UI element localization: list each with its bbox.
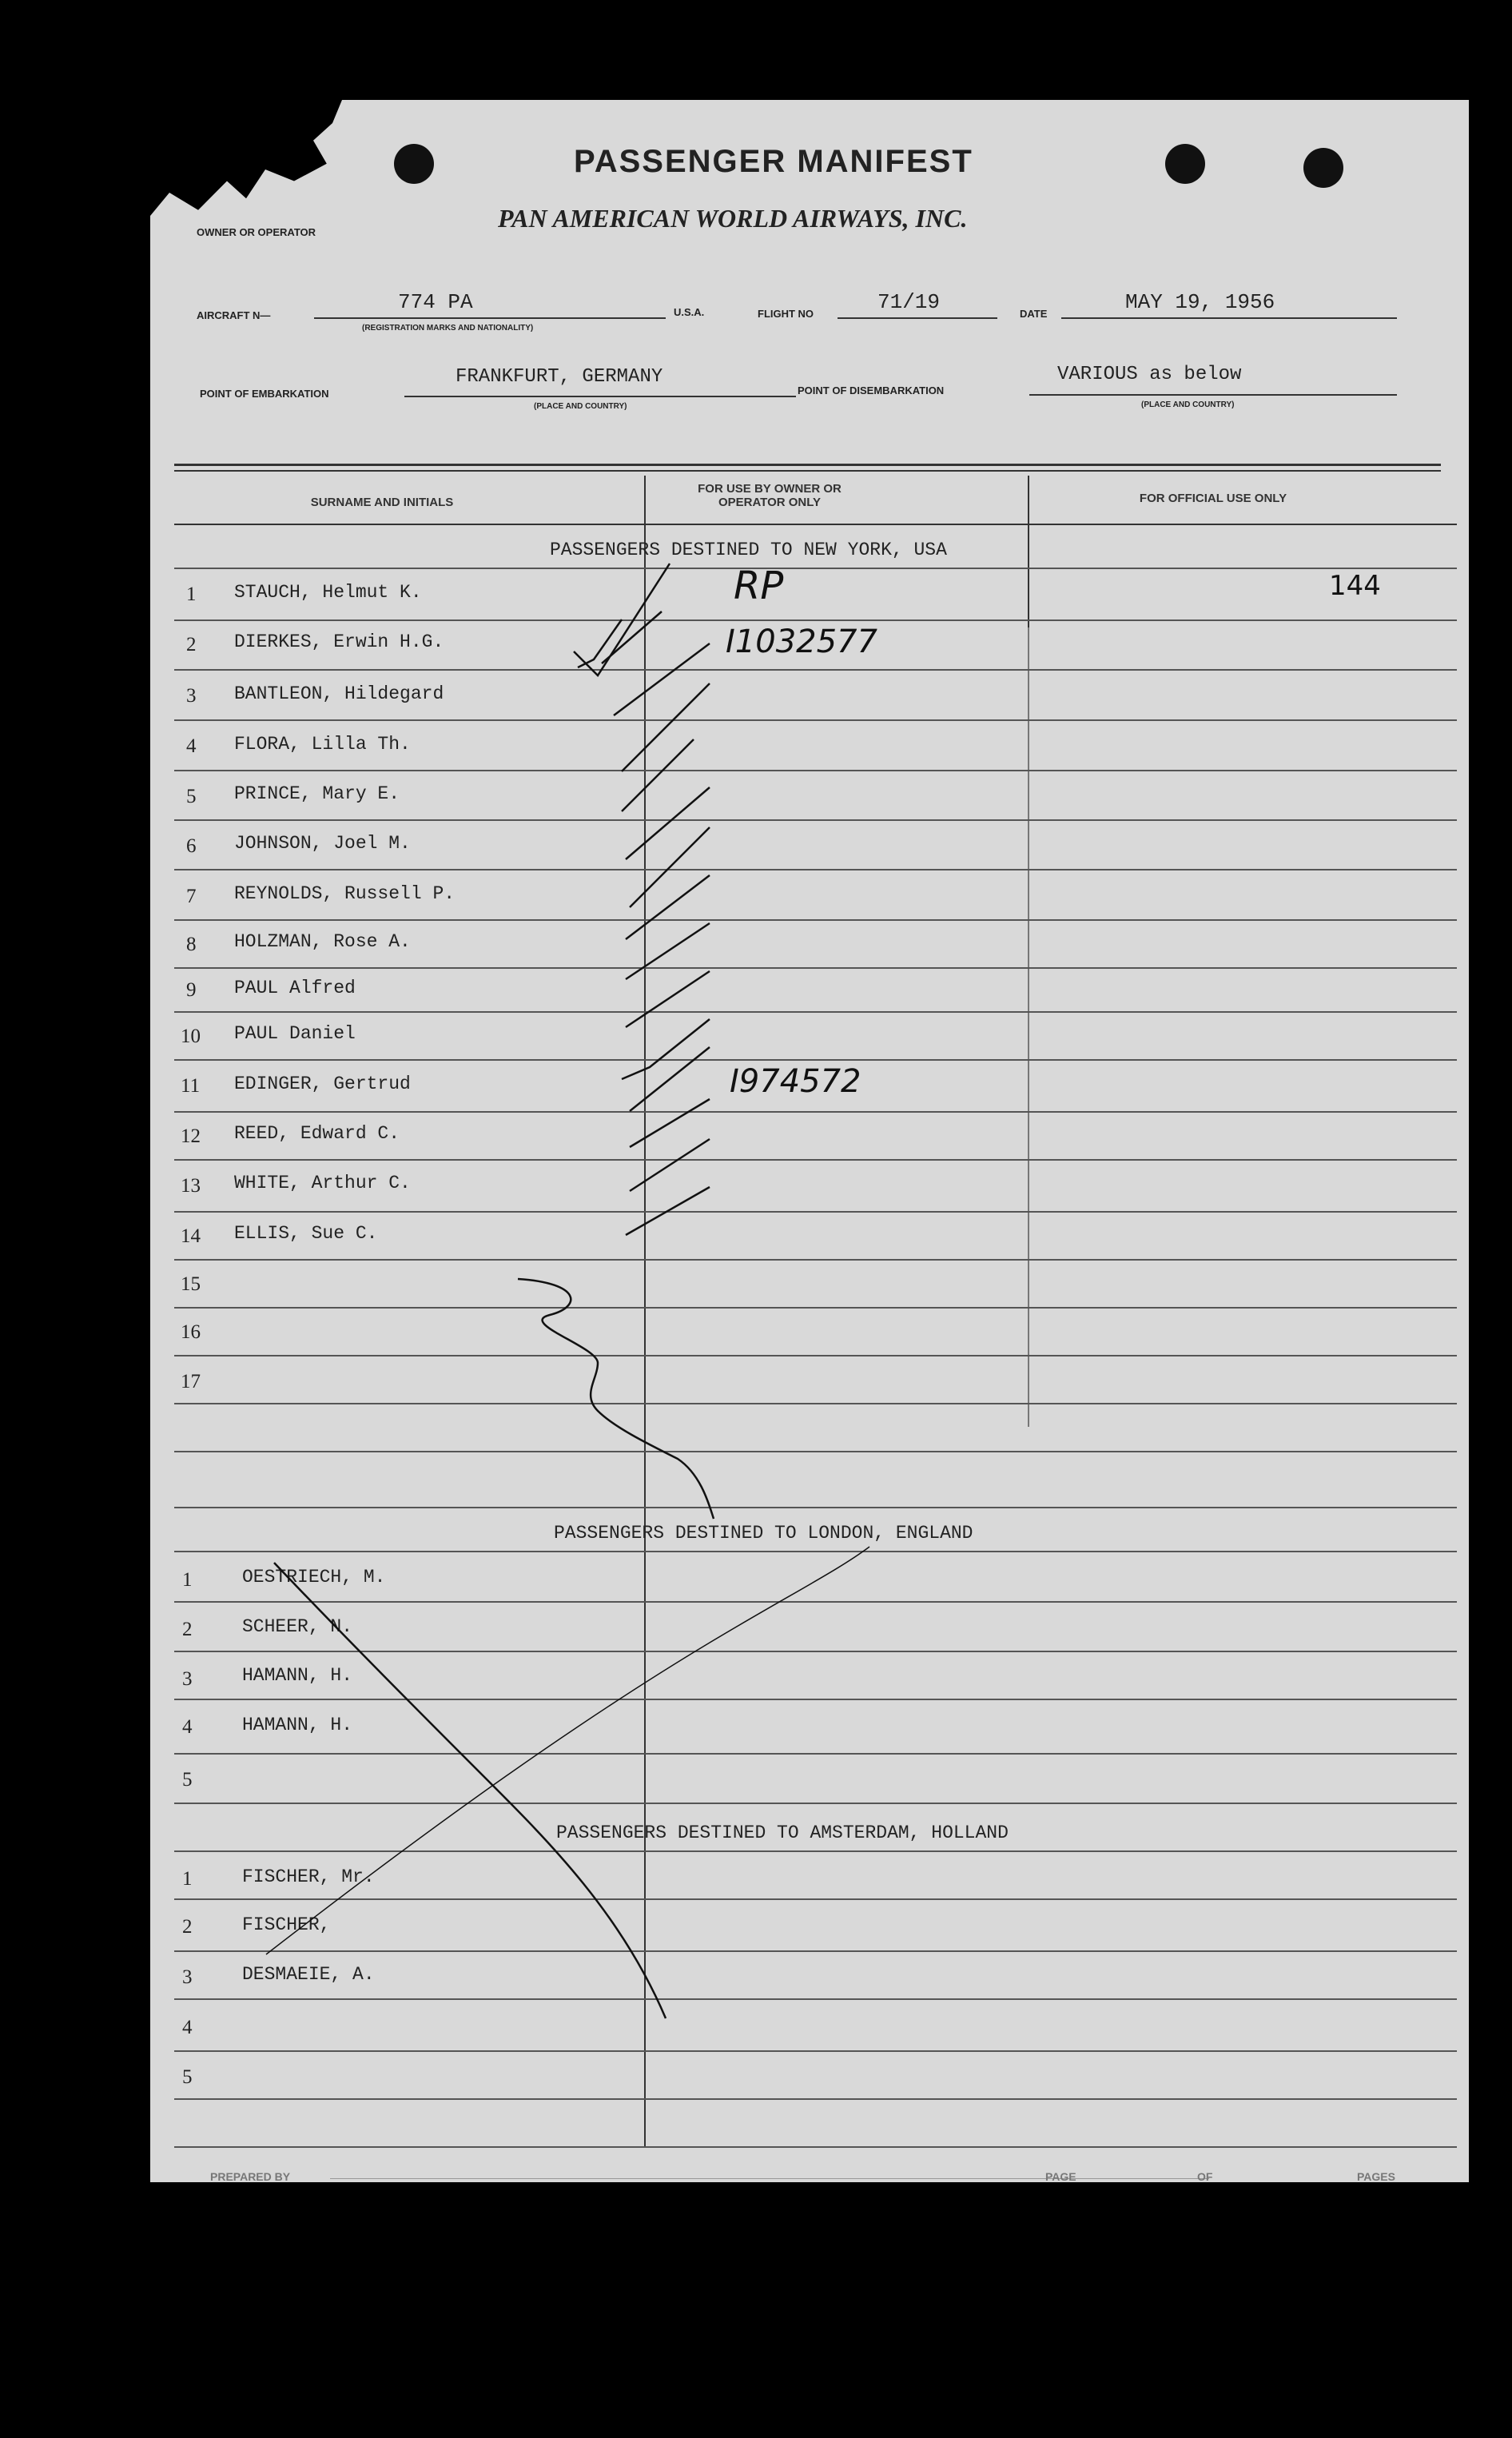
row-number: 1	[182, 1569, 193, 1591]
passenger-name: REED, Edward C.	[234, 1123, 400, 1144]
of-label: OF	[1197, 2170, 1213, 2183]
row-number: 13	[181, 1175, 201, 1197]
embark-sub: (PLACE AND COUNTRY)	[534, 402, 627, 411]
handwritten-initials: RP	[734, 564, 784, 608]
row-number: 7	[186, 886, 197, 907]
passenger-name: PAUL Daniel	[234, 1023, 356, 1044]
passenger-name: PAUL Alfred	[234, 978, 356, 998]
row-number: 15	[181, 1273, 201, 1295]
row-number: 6	[186, 835, 197, 857]
flight-value: 71/19	[877, 290, 941, 314]
row-number: 8	[186, 934, 197, 955]
aircraft-value: 774 PA	[398, 290, 473, 314]
date-value: MAY 19, 1956	[1125, 290, 1275, 314]
owner-label: OWNER OR OPERATOR	[197, 226, 316, 238]
airline-name: PAN AMERICAN WORLD AIRWAYS, INC.	[498, 204, 968, 233]
row-number: 14	[181, 1225, 201, 1247]
row-number: 1	[182, 1868, 193, 1890]
row-number: 5	[182, 2066, 193, 2088]
prepared-by-label: PREPARED BY	[210, 2170, 291, 2183]
row-number: 2	[182, 1619, 193, 1640]
page-title: PASSENGER MANIFEST	[574, 144, 973, 179]
disembark-value: VARIOUS as below	[1057, 364, 1242, 385]
manifest-page	[150, 100, 1469, 2182]
row-number: 5	[186, 786, 197, 807]
column-surname: SURNAME AND INITIALS	[310, 496, 454, 509]
handwritten-id: I1032577	[726, 623, 877, 660]
flight-label: FLIGHT NO	[758, 308, 814, 320]
passenger-name: WHITE, Arthur C.	[234, 1173, 411, 1193]
passenger-name: PRINCE, Mary E.	[234, 783, 400, 804]
row-number: 5	[182, 1769, 193, 1791]
embark-label: POINT OF EMBARKATION	[200, 388, 329, 400]
date-label: DATE	[1020, 308, 1048, 320]
row-number: 16	[181, 1321, 201, 1343]
row-number: 9	[186, 979, 197, 1001]
row-number: 17	[181, 1371, 201, 1392]
passenger-name: DESMAEIE, A.	[242, 1964, 375, 1985]
page-label: PAGE	[1045, 2170, 1076, 2183]
passenger-name: REYNOLDS, Russell P.	[234, 883, 456, 904]
passenger-name: FISCHER,	[242, 1914, 331, 1935]
disembark-label: POINT OF DISEMBARKATION	[798, 384, 945, 396]
passenger-name: JOHNSON, Joel M.	[234, 833, 411, 854]
row-number: 2	[186, 634, 197, 655]
passenger-name: DIERKES, Erwin H.G.	[234, 631, 444, 652]
row-number: 3	[186, 685, 197, 707]
column-owner-use: FOR USE BY OWNER OR OPERATOR ONLY	[698, 482, 842, 509]
aircraft-label: AIRCRAFT N—	[197, 309, 271, 321]
row-number: 4	[182, 1716, 193, 1738]
row-number: 10	[181, 1026, 201, 1047]
passenger-name: BANTLEON, Hildegard	[234, 683, 444, 704]
section-heading-london: PASSENGERS DESTINED TO LONDON, ENGLAND	[554, 1523, 973, 1544]
passenger-name: HOLZMAN, Rose A.	[234, 931, 411, 952]
handwritten-id: I974572	[730, 1063, 861, 1100]
section-heading-amsterdam: PASSENGERS DESTINED TO AMSTERDAM, HOLLAND	[556, 1823, 1009, 1843]
passenger-name: HAMANN, H.	[242, 1665, 353, 1686]
passenger-name: FISCHER, Mr.	[242, 1866, 375, 1887]
passenger-name: ELLIS, Sue C.	[234, 1223, 378, 1244]
disembark-sub: (PLACE AND COUNTRY)	[1141, 400, 1235, 409]
aircraft-sub: (REGISTRATION MARKS AND NATIONALITY)	[362, 324, 534, 333]
row-number: 3	[182, 1668, 193, 1690]
passenger-name: FLORA, Lilla Th.	[234, 734, 411, 755]
row-number: 4	[186, 735, 197, 757]
usa-label: U.S.A.	[674, 306, 705, 318]
row-number: 4	[182, 2017, 193, 2038]
row-number: 1	[186, 584, 197, 605]
passenger-name: EDINGER, Gertrud	[234, 1074, 411, 1094]
row-number: 11	[181, 1075, 201, 1097]
section-heading-new-york: PASSENGERS DESTINED TO NEW YORK, USA	[550, 540, 947, 560]
row-number: 3	[182, 1966, 193, 1988]
row-number: 12	[181, 1125, 201, 1147]
passenger-name: HAMANN, H.	[242, 1715, 353, 1735]
row-number: 2	[182, 1916, 193, 1938]
column-official-use: FOR OFFICIAL USE ONLY	[1139, 492, 1287, 505]
passenger-name: SCHEER, N.	[242, 1616, 353, 1637]
pen-check-marks	[150, 100, 1469, 2182]
embark-value: FRANKFURT, GERMANY	[456, 366, 663, 388]
passenger-name: OESTRIECH, M.	[242, 1567, 386, 1587]
pages-label: PAGES	[1357, 2170, 1395, 2183]
passenger-name: STAUCH, Helmut K.	[234, 582, 422, 603]
official-number: 144	[1329, 570, 1381, 602]
